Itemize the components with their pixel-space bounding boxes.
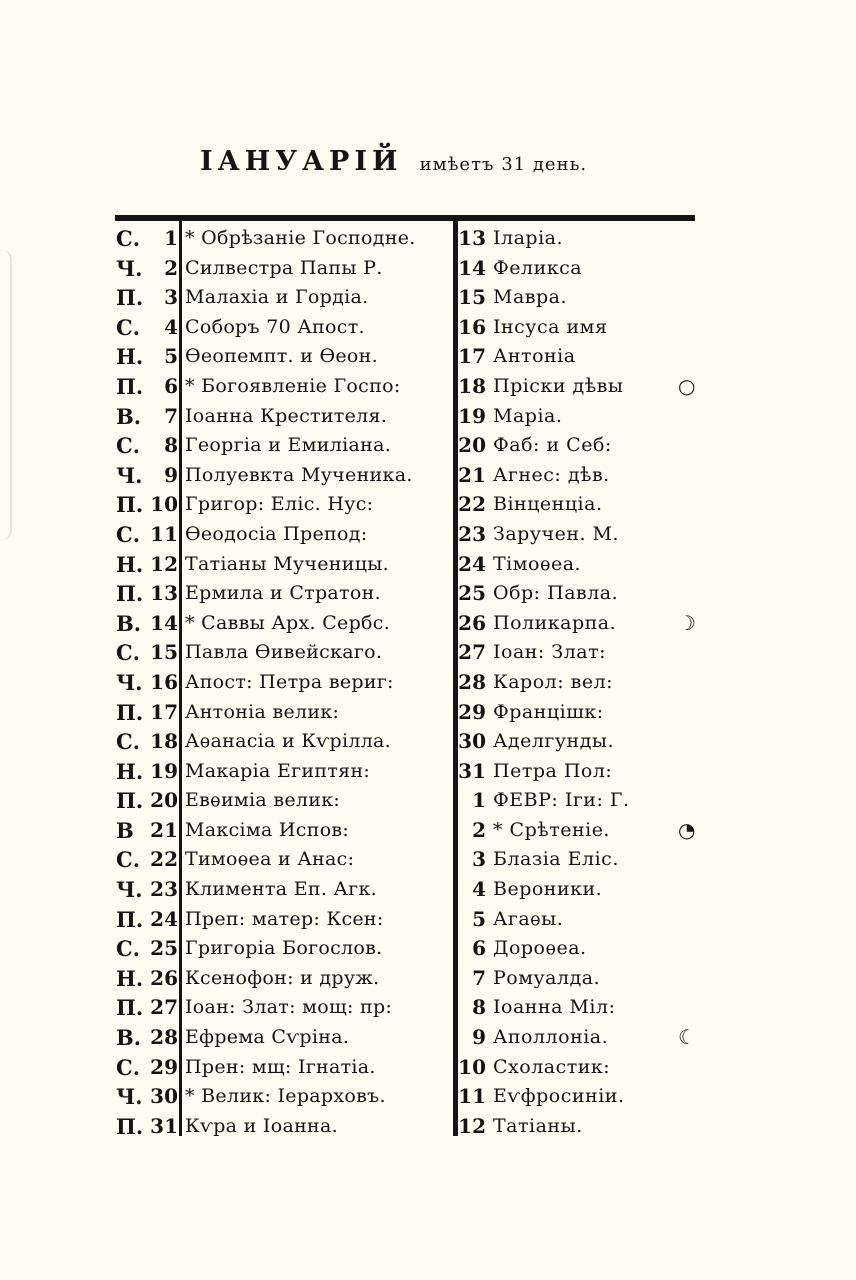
weekday-cell: П. [116, 373, 144, 399]
old-style-day-cell: 21 [458, 462, 486, 487]
old-style-day-cell: 6 [472, 936, 486, 961]
table-row [110, 1082, 720, 1112]
old-style-day-cell: 22 [458, 492, 486, 517]
table-row [110, 786, 720, 816]
old-style-day-cell: 26 [458, 610, 486, 635]
table-row [110, 342, 720, 372]
moon-phase-icon: ○ [678, 373, 696, 398]
day-number-cell: 30 [150, 1084, 178, 1109]
saint-name-cell: Павла Ѳивейскаго. [185, 641, 383, 664]
day-number-cell: 31 [150, 1113, 178, 1138]
old-style-saint-cell: Інсуса имя [493, 315, 608, 338]
saint-name-cell: Прен: мщ: Ігнатіа. [185, 1055, 376, 1078]
saint-name-cell: Ермила и Стратон. [185, 582, 381, 605]
old-style-saint-cell: Францішк: [493, 700, 604, 723]
old-style-saint-cell: Карол: вел: [493, 670, 614, 693]
weekday-cell: П. [116, 492, 144, 518]
weekday-cell: Ч. [116, 462, 143, 488]
old-style-saint-cell: Аполлоніа. [493, 1026, 609, 1049]
old-style-day-cell: 7 [472, 965, 486, 990]
day-number-cell: 24 [150, 906, 178, 931]
weekday-cell: С. [116, 1054, 141, 1080]
old-style-day-cell: 3 [472, 847, 486, 872]
old-style-saint-cell: Вінценціа. [493, 493, 603, 516]
weekday-cell: П. [116, 906, 144, 932]
saint-name-cell: Татіаны Мученицы. [185, 552, 389, 575]
saint-name-cell: Аѳанасіа и Кѵрілла. [185, 730, 392, 753]
weekday-cell: Н. [116, 758, 144, 784]
old-style-saint-cell: Схоластик: [493, 1055, 611, 1078]
table-row [110, 520, 720, 550]
old-style-saint-cell: Татіаны. [493, 1114, 583, 1137]
table-row [110, 431, 720, 461]
weekday-cell: Ч. [116, 1084, 143, 1110]
day-number-cell: 18 [150, 729, 178, 754]
old-style-day-cell: 25 [458, 581, 486, 606]
moon-phase-icon: ☽ [678, 610, 696, 635]
day-number-cell: 12 [150, 551, 178, 576]
weekday-cell: В. [116, 610, 142, 636]
table-row [110, 845, 720, 875]
day-number-cell: 4 [164, 314, 178, 339]
table-row [110, 609, 720, 639]
old-style-day-cell: 8 [472, 995, 486, 1020]
old-style-day-cell: 24 [458, 551, 486, 576]
old-style-day-cell: 27 [458, 640, 486, 665]
day-number-cell: 29 [150, 1054, 178, 1079]
calendar-table [110, 224, 720, 1141]
table-row [110, 964, 720, 994]
day-number-cell: 20 [150, 788, 178, 813]
saint-name-cell: Макаріа Египтян: [185, 759, 371, 782]
day-number-cell: 16 [150, 669, 178, 694]
table-row [110, 372, 720, 402]
table-row [110, 490, 720, 520]
table-row [110, 668, 720, 698]
day-number-cell: 7 [164, 403, 178, 428]
old-style-day-cell: 9 [472, 1025, 486, 1050]
day-number-cell: 28 [150, 1025, 178, 1050]
table-row [110, 727, 720, 757]
page-edge-mark [0, 250, 12, 540]
old-style-saint-cell: Мавра. [493, 286, 568, 309]
old-style-saint-cell: Обр: Павла. [493, 582, 619, 605]
table-row [110, 402, 720, 432]
day-number-cell: 13 [150, 581, 178, 606]
table-row [110, 934, 720, 964]
old-style-day-cell: 12 [458, 1113, 486, 1138]
saint-name-cell: Ефрема Сѵріна. [185, 1026, 350, 1049]
day-number-cell: 2 [164, 255, 178, 280]
day-number-cell: 5 [164, 344, 178, 369]
month-title: ІАНУАРІЙ [200, 146, 403, 177]
month-days-note: имѣетъ 31 день. [419, 154, 588, 175]
weekday-cell: П. [116, 1113, 144, 1139]
day-number-cell: 25 [150, 936, 178, 961]
day-number-cell: 15 [150, 640, 178, 665]
moon-phase-icon: ☾ [678, 1025, 696, 1050]
saint-name-cell: Апост: Петра вериг: [185, 670, 394, 693]
saint-name-cell: Максіма Испов: [185, 818, 350, 841]
table-row [110, 757, 720, 787]
table-row [110, 461, 720, 491]
saint-name-cell: Григор: Еліс. Нус: [185, 493, 374, 516]
old-style-saint-cell: Агнес: дѣв. [493, 463, 610, 486]
old-style-saint-cell: Іоанна Міл: [493, 996, 616, 1019]
moon-phase-icon: ◔ [678, 817, 696, 842]
old-style-day-cell: 5 [472, 906, 486, 931]
saint-name-cell: Полуевкта Мученика. [185, 463, 413, 486]
weekday-cell: С. [116, 226, 141, 251]
old-style-day-cell: 18 [458, 373, 486, 398]
table-row [110, 875, 720, 905]
table-row [110, 254, 720, 284]
table-row [110, 313, 720, 343]
weekday-cell: П. [116, 788, 144, 814]
old-style-day-cell: 23 [458, 521, 486, 546]
weekday-cell: С. [116, 314, 141, 340]
saint-name-cell: Кѵра и Іоанна. [185, 1114, 338, 1137]
saint-name-cell: * Обрѣзаніе Господне. [185, 227, 416, 249]
day-number-cell: 26 [150, 965, 178, 990]
weekday-cell: Н. [116, 551, 144, 577]
saint-name-cell: Евѳиміа велик: [185, 789, 341, 812]
old-style-saint-cell: Вероники. [493, 878, 603, 901]
day-number-cell: 23 [150, 877, 178, 902]
saint-name-cell: Ѳеодосіа Препод: [185, 522, 368, 545]
old-style-saint-cell: Іларіа. [493, 227, 564, 249]
old-style-day-cell: 30 [458, 729, 486, 754]
old-style-saint-cell: Еѵфросиніи. [493, 1085, 625, 1108]
old-style-day-cell: 31 [458, 758, 486, 783]
table-row [110, 638, 720, 668]
saint-name-cell: Іоан: Злат: мощ: пр: [185, 996, 393, 1019]
saint-name-cell: Соборъ 70 Апост. [185, 315, 365, 338]
saint-name-cell: Малахіа и Гордіа. [185, 286, 369, 309]
saint-name-cell: Тимоѳеа и Анас: [185, 848, 355, 871]
weekday-cell: С. [116, 936, 141, 962]
old-style-saint-cell: ФЕВР: Іги: Г. [493, 789, 630, 812]
weekday-cell: Н. [116, 965, 144, 991]
saint-name-cell: Антоніа велик: [185, 700, 340, 723]
saint-name-cell: Іоанна Крестителя. [185, 404, 388, 427]
saint-name-cell: Силвестра Папы Р. [185, 256, 383, 279]
old-style-saint-cell: * Срѣтеніе. [493, 818, 610, 841]
weekday-cell: Ч. [116, 669, 143, 695]
old-style-saint-cell: Заручен. М. [493, 522, 620, 545]
saint-name-cell: * Саввы Арх. Сербс. [185, 611, 391, 634]
old-style-day-cell: 28 [458, 669, 486, 694]
table-row [110, 905, 720, 935]
old-style-day-cell: 11 [458, 1084, 486, 1109]
old-style-saint-cell: Пріски дѣвы [493, 374, 624, 397]
weekday-cell: В [116, 817, 134, 843]
old-style-saint-cell: Агаѳы. [493, 907, 564, 930]
weekday-cell: С. [116, 847, 141, 873]
saint-name-cell: Георгіа и Емиліана. [185, 434, 392, 457]
day-number-cell: 17 [150, 699, 178, 724]
day-number-cell: 10 [150, 492, 178, 517]
saint-name-cell: Климента Еп. Агк. [185, 878, 377, 901]
weekday-cell: П. [116, 995, 144, 1021]
old-style-saint-cell: Іоан: Злат: [493, 641, 607, 664]
table-row [110, 550, 720, 580]
day-number-cell: 19 [150, 758, 178, 783]
old-style-saint-cell: Маріа. [493, 404, 563, 427]
old-style-saint-cell: Антоніа [493, 345, 576, 368]
old-style-day-cell: 14 [458, 255, 486, 280]
old-style-day-cell: 29 [458, 699, 486, 724]
table-row [110, 816, 720, 846]
day-number-cell: 9 [164, 462, 178, 487]
table-row [110, 579, 720, 609]
old-style-day-cell: 17 [458, 344, 486, 369]
table-row [110, 283, 720, 313]
weekday-cell: С. [116, 521, 141, 547]
saint-name-cell: Ѳеопемпт. и Ѳеон. [185, 345, 378, 368]
table-row [110, 698, 720, 728]
old-style-saint-cell: Аделгунды. [493, 730, 615, 753]
saint-name-cell: * Богоявленіе Госпо: [185, 374, 401, 397]
table-row [110, 1023, 720, 1053]
day-number-cell: 8 [164, 433, 178, 458]
old-style-day-cell: 2 [472, 817, 486, 842]
weekday-cell: Н. [116, 344, 144, 370]
saint-name-cell: Преп: матер: Ксен: [185, 907, 384, 930]
day-number-cell: 11 [150, 521, 178, 546]
weekday-cell: С. [116, 640, 141, 666]
day-number-cell: 27 [150, 995, 178, 1020]
old-style-day-cell: 19 [458, 403, 486, 428]
old-style-day-cell: 20 [458, 433, 486, 458]
saint-name-cell: * Велик: Іерарховъ. [185, 1085, 386, 1108]
weekday-cell: В. [116, 403, 142, 429]
old-style-day-cell: 4 [472, 877, 486, 902]
weekday-cell: Ч. [116, 877, 143, 903]
old-style-saint-cell: Ромуалда. [493, 966, 601, 989]
old-style-saint-cell: Феликса [493, 256, 583, 279]
saint-name-cell: Ксенофон: и друж. [185, 966, 380, 989]
saint-name-cell: Григоріа Богослов. [185, 937, 383, 960]
weekday-cell: Ч. [116, 255, 143, 281]
old-style-day-cell: 10 [458, 1054, 486, 1079]
old-style-saint-cell: Фаб: и Себ: [493, 434, 612, 457]
weekday-cell: С. [116, 433, 141, 459]
day-number-cell: 3 [164, 285, 178, 310]
table-row [110, 993, 720, 1023]
table-row [110, 1053, 720, 1083]
day-number-cell: 22 [150, 847, 178, 872]
old-style-saint-cell: Дороѳеа. [493, 937, 587, 960]
month-header [200, 146, 660, 186]
weekday-cell: В. [116, 1025, 142, 1051]
weekday-cell: П. [116, 699, 144, 725]
weekday-cell: С. [116, 729, 141, 755]
old-style-day-cell: 15 [458, 285, 486, 310]
day-number-cell: 6 [164, 373, 178, 398]
old-style-day-cell: 13 [458, 226, 486, 250]
old-style-day-cell: 16 [458, 314, 486, 339]
table-row [110, 224, 720, 254]
day-number-cell: 1 [164, 226, 178, 250]
top-rule [115, 215, 695, 221]
old-style-saint-cell: Блазіа Еліс. [493, 848, 619, 871]
day-number-cell: 14 [150, 610, 178, 635]
weekday-cell: П. [116, 581, 144, 607]
old-style-saint-cell: Тімоѳеа. [493, 552, 582, 575]
old-style-saint-cell: Поликарпа. [493, 611, 617, 634]
old-style-saint-cell: Петра Пол: [493, 759, 613, 782]
table-row [110, 1112, 720, 1142]
day-number-cell: 21 [150, 817, 178, 842]
weekday-cell: П. [116, 285, 144, 311]
old-style-day-cell: 1 [472, 788, 486, 813]
